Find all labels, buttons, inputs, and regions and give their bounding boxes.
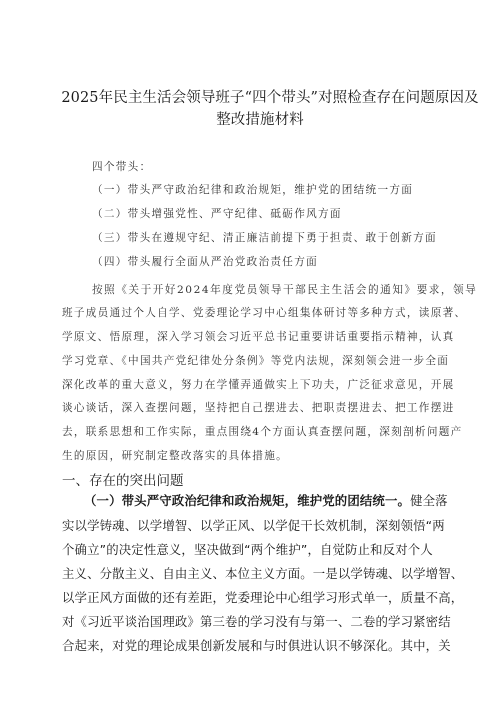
intro-line-3: 学原文、悟原理，深入学习领会习近平总书记重要讲话重要指示精神，认真	[62, 331, 455, 343]
section-1-heading: 一、存在的突出问题	[62, 473, 184, 489]
section-1-line-5: 以学正风方面做的还有差距，党委理论中心组学习形式单一，质量不高，	[62, 590, 464, 605]
section-1-line-1	[84, 491, 448, 509]
section-1-subheading: （一）带头严守政治纪律和政治规矩，维护党的团结统一。	[84, 493, 411, 508]
document-title-line-2: 整改措施材料	[216, 112, 304, 128]
section-1-line-4: 主义、分散主义、自由主义、本位主义方面。一是以学铸魂、以学增智、	[62, 566, 464, 581]
section-1-line-3: 个确立”的决定性意义，坚决做到“两个维护”，自觉防止和反对个人	[62, 542, 433, 557]
intro-line-8: 生的原因，研究制定整改落实的具体措施。	[62, 450, 288, 462]
section-1-line-6: 对《习近平谈治国理政》第三卷的学习没有与第一、二卷的学习紧密结	[62, 614, 451, 629]
document-title-line-1: 2025年民主生活会领导班子“四个带头”对照检查存在问题原因及	[61, 90, 479, 106]
four-heads-item-1: （一）带头严守政治纪律和政治规矩，维护党的团结统一方面	[92, 184, 414, 196]
intro-line-1: 按照《关于开好2024年度党员领导干部民主生活会的通知》要求，领导	[92, 284, 478, 296]
intro-line-6: 谈心谈话，深入查摆问题，坚持把自己摆进去、把职责摆进去、把工作摆进	[62, 402, 455, 414]
four-heads-item-2: （二）带头增强党性、严守纪律、砥砺作风方面	[92, 208, 342, 220]
intro-line-2: 班子成员通过个人自学、党委理论学习中心组集体研讨等多种方式，读原著、	[62, 307, 467, 319]
four-heads-item-3: （三）带头在遵规守纪、清正廉洁前提下勇于担责、敢于创新方面	[92, 232, 437, 244]
intro-line-7: 去，联系思想和工作实际，重点围绕4个方面认真查摆问题，深刻剖析问题产	[62, 426, 463, 438]
section-1-line-1-text: 健全落	[410, 493, 448, 508]
intro-line-4: 学习党章、《中国共产党纪律处分条例》等党内法规，深刻领会进一步全面	[62, 355, 450, 367]
section-1-line-2: 实以学铸魂、以学增智、以学正风、以学促干长效机制，深刻领悟“两	[62, 518, 445, 533]
section-1-line-7: 合起来，对党的理论成果创新发展和与时俱进认识不够深化。其中，关	[62, 638, 451, 653]
four-heads-label: 四个带头：	[92, 161, 152, 173]
four-heads-item-4: （四）带头履行全面从严治党政治责任方面	[92, 256, 318, 268]
intro-line-5: 深化改革的重大意义，努力在学懂弄通做实上下功夫，广泛征求意见，开展	[62, 379, 455, 391]
